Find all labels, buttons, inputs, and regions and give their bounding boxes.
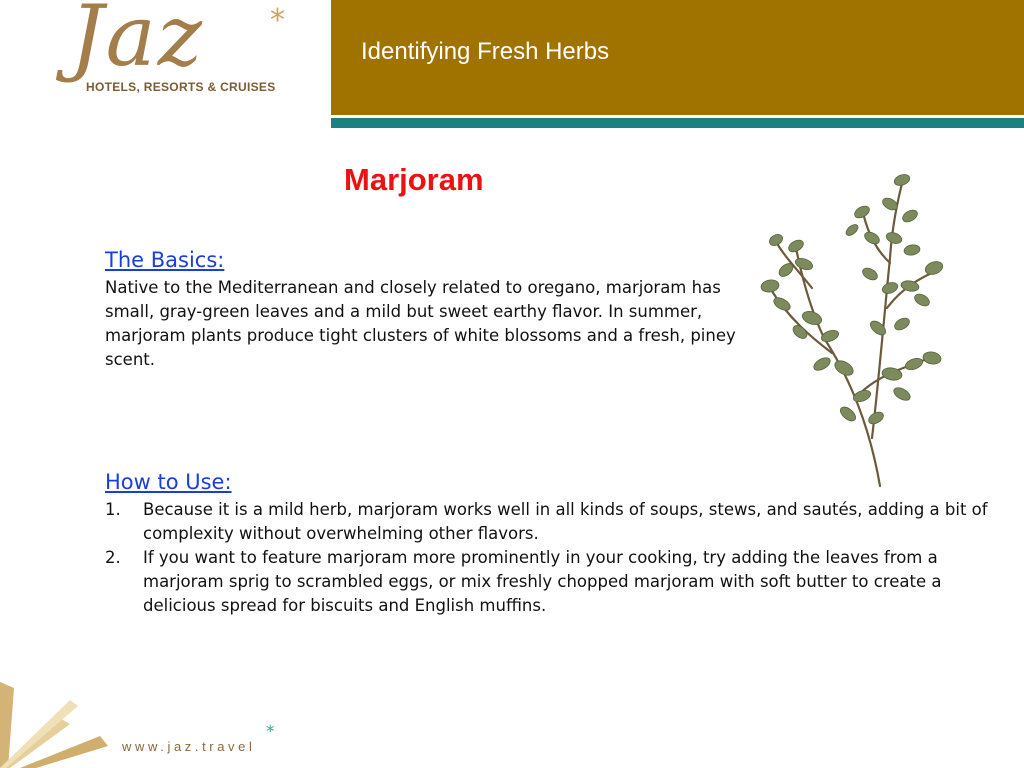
header-stripe: [331, 118, 1024, 128]
footer-url: www.jaz.travel: [122, 739, 256, 754]
how-to-use-heading: How to Use:: [105, 470, 232, 494]
jaz-logo: [0, 0, 330, 128]
marjoram-sprig-image: [752, 168, 948, 490]
list-item-text: If you want to feature marjoram more prominently in your cooking, try adding the leaves from a marjoram sprig to scrambled eggs, or mix freshly chopped marjoram with soft butter to create a delicious spread for biscuits and English muffins.: [143, 548, 942, 615]
how-to-use-list: [105, 498, 995, 618]
list-item: [105, 546, 995, 618]
logo-tagline: HOTELS, RESORTS & CRUISES: [86, 80, 276, 94]
slide-title: Marjoram: [344, 162, 484, 197]
footer-star-icon: *: [266, 722, 275, 742]
basics-text: Native to the Mediterranean and closely related to oregano, marjoram has small, gray-green leaves and a mild but sweet earthy flavor. In summer, marjoram plants produce tight clusters of white blossoms and a fresh, piney scent.: [105, 278, 736, 369]
list-item-number: 1.: [105, 500, 121, 519]
logo-star-icon: *: [270, 3, 285, 38]
header-title: Identifying Fresh Herbs: [361, 38, 610, 65]
corner-decoration: [0, 676, 120, 768]
header-bar: [331, 0, 1024, 115]
list-item-text: Because it is a mild herb, marjoram works well in all kinds of soups, stews, and sautés, adding a bit of complexity without overwhelming other flavors.: [143, 500, 988, 543]
logo-wordmark: Jaz: [70, 0, 205, 85]
list-item-number: 2.: [105, 548, 121, 567]
basics-heading: The Basics:: [105, 248, 225, 272]
list-item: [105, 498, 995, 546]
